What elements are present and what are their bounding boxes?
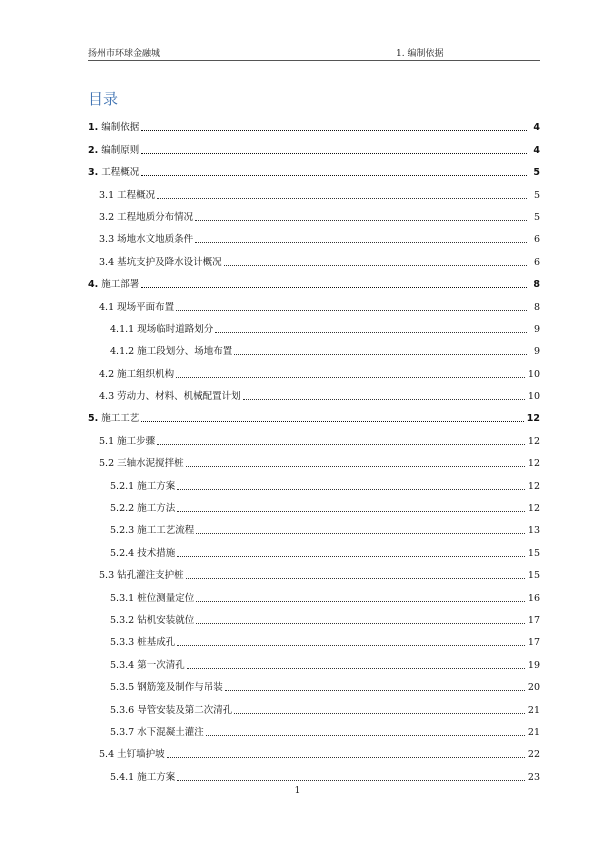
toc-entry-title: 桩位测量定位 <box>137 592 195 604</box>
toc-entry-page: 12 <box>527 503 540 515</box>
toc-entry-number: 4.1.2 <box>110 346 135 358</box>
toc-dot-leader <box>196 601 525 602</box>
toc-entry-page: 20 <box>527 682 540 694</box>
toc-dot-leader <box>195 242 527 243</box>
toc-entry-page: 8 <box>533 279 540 291</box>
toc-entry[interactable] <box>0 246 540 268</box>
toc-dot-leader <box>141 421 523 422</box>
toc-entry-title: 钻孔灌注支护桩 <box>117 570 184 582</box>
toc-entry-title: 桩基成孔 <box>137 637 176 649</box>
toc-entry-page: 4 <box>533 122 540 134</box>
toc-entry-page: 5 <box>533 211 540 223</box>
toc-entry-number: 5.2.4 <box>110 547 135 559</box>
toc-entry-page: 6 <box>533 234 540 246</box>
toc-entry-title: 导管安装及第二次清孔 <box>137 704 233 716</box>
toc-entry-label <box>110 615 195 627</box>
toc-entry-number: 3.3 <box>99 234 115 246</box>
toc-dot-leader <box>196 533 525 534</box>
table-of-contents <box>0 112 595 784</box>
toc-entry-number: 5.2 <box>99 458 115 470</box>
toc-entry-label <box>99 570 185 582</box>
toc-entry[interactable] <box>0 672 540 694</box>
toc-entry[interactable] <box>0 224 540 246</box>
toc-entry[interactable] <box>0 358 540 380</box>
toc-entry-number: 4.1.1 <box>110 323 135 335</box>
toc-entry-label <box>110 637 176 649</box>
toc-entry-label <box>110 660 186 672</box>
toc-entry-number: 5.3.3 <box>110 637 135 649</box>
toc-entry[interactable] <box>0 112 540 134</box>
toc-dot-leader <box>206 735 525 736</box>
toc-entry-number: 5.3.6 <box>110 704 135 716</box>
toc-dot-leader <box>215 332 527 333</box>
toc-entry-label <box>99 749 166 761</box>
toc-dot-leader <box>141 130 527 131</box>
toc-entry-page: 22 <box>527 749 540 761</box>
toc-entry-label <box>99 212 194 224</box>
toc-entry-number: 5.1 <box>99 435 115 447</box>
toc-entry[interactable] <box>0 694 540 716</box>
toc-entry-label <box>99 302 175 314</box>
toc-entry-title: 工程概况 <box>101 167 140 179</box>
toc-entry-number: 3.2 <box>99 211 115 223</box>
toc-entry[interactable] <box>0 515 540 537</box>
toc-dot-leader <box>187 668 525 669</box>
toc-dot-leader <box>186 466 525 467</box>
toc-entry-title: 施工方法 <box>137 503 176 515</box>
toc-dot-leader <box>177 556 525 557</box>
toc-entry-page: 16 <box>527 592 540 604</box>
toc-entry-number: 4. <box>88 279 99 291</box>
toc-entry-page: 23 <box>527 771 540 783</box>
toc-entry-number: 2. <box>88 144 99 156</box>
toc-entry-title: 施工工艺 <box>101 413 140 425</box>
toc-entry-number: 5.3.1 <box>110 592 135 604</box>
toc-entry[interactable] <box>0 381 540 403</box>
toc-entry-title: 三轴水泥搅拌桩 <box>117 458 184 470</box>
toc-entry[interactable] <box>0 493 540 515</box>
toc-entry-title: 现场临时道路划分 <box>137 323 214 335</box>
toc-entry-title: 施工步骤 <box>117 435 156 447</box>
toc-entry-title: 钻机安装就位 <box>137 614 195 626</box>
toc-entry-label <box>88 167 140 179</box>
toc-entry-title: 工程地质分布情况 <box>117 211 194 223</box>
toc-entry-label <box>110 548 176 560</box>
toc-entry-page: 5 <box>533 189 540 201</box>
toc-entry-label <box>99 234 194 246</box>
toc-entry-number: 5.3.4 <box>110 659 135 671</box>
toc-entry-title: 编制依据 <box>101 122 140 134</box>
toc-entry-title: 劳动力、材料、机械配置计划 <box>117 391 241 403</box>
toc-entry-title: 编制原则 <box>101 144 140 156</box>
toc-entry-number: 5.4.1 <box>110 771 135 783</box>
toc-entry-title: 施工组织机构 <box>117 368 175 380</box>
toc-entry-title: 技术措施 <box>137 547 176 559</box>
toc-dot-leader <box>157 444 525 445</box>
toc-entry[interactable] <box>0 202 540 224</box>
toc-entry-title: 现场平面布置 <box>117 301 175 313</box>
toc-entry-label <box>110 772 176 784</box>
toc-dot-leader <box>177 780 525 781</box>
toc-entry-page: 10 <box>527 391 540 403</box>
toc-entry-label <box>88 122 140 134</box>
toc-entry-title: 第一次清孔 <box>137 659 185 671</box>
toc-entry-page: 21 <box>527 704 540 716</box>
header-project-name: 扬州市环球金融城 <box>88 49 161 59</box>
toc-entry-number: 5. <box>88 413 99 425</box>
toc-entry-title: 施工方案 <box>137 771 176 783</box>
toc-dot-leader <box>157 198 527 199</box>
page-number: 1 <box>294 786 301 796</box>
toc-entry-page: 12 <box>527 435 540 447</box>
toc-entry-title: 土钉墙护坡 <box>117 749 165 761</box>
toc-entry-label <box>88 413 140 425</box>
toc-entry[interactable] <box>0 134 540 156</box>
toc-entry-number: 4.3 <box>99 391 115 403</box>
toc-entry[interactable] <box>0 269 540 291</box>
toc-entry-number: 3.1 <box>99 189 115 201</box>
toc-dot-leader <box>186 578 525 579</box>
toc-dot-leader <box>177 489 525 490</box>
toc-dot-leader <box>177 511 525 512</box>
toc-entry-number: 5.2.2 <box>110 503 135 515</box>
toc-entry-number: 5.3.7 <box>110 726 135 738</box>
toc-dot-leader <box>176 377 525 378</box>
toc-entry[interactable] <box>0 470 540 492</box>
toc-entry-title: 基坑支护及降水设计概况 <box>117 256 222 268</box>
toc-dot-leader <box>234 354 527 355</box>
toc-dot-leader <box>141 287 527 288</box>
toc-entry-page: 12 <box>527 458 540 470</box>
toc-entry[interactable] <box>0 537 540 559</box>
toc-entry-page: 9 <box>533 323 540 335</box>
toc-entry[interactable] <box>0 179 540 201</box>
toc-entry-number: 5.3 <box>99 570 115 582</box>
toc-title: 目录 <box>88 90 119 108</box>
toc-entry-page: 9 <box>533 346 540 358</box>
toc-entry[interactable] <box>0 649 540 671</box>
toc-dot-leader <box>196 623 525 624</box>
toc-entry-page: 17 <box>527 614 540 626</box>
page-header <box>88 40 540 61</box>
toc-entry-number: 5.3.5 <box>110 682 135 694</box>
toc-entry[interactable] <box>0 314 540 336</box>
toc-entry[interactable] <box>0 717 540 739</box>
toc-dot-leader <box>195 220 527 221</box>
toc-entry-page: 21 <box>527 726 540 738</box>
toc-entry-label <box>99 436 156 448</box>
toc-entry-page: 17 <box>527 637 540 649</box>
toc-dot-leader <box>243 399 525 400</box>
toc-entry[interactable] <box>0 425 540 447</box>
toc-entry-title: 施工部署 <box>101 279 140 291</box>
toc-entry-label <box>88 279 140 291</box>
toc-entry-number: 5.4 <box>99 749 115 761</box>
toc-dot-leader <box>177 645 525 646</box>
toc-entry-label <box>88 145 140 157</box>
toc-entry[interactable] <box>0 582 540 604</box>
toc-entry-page: 19 <box>527 659 540 671</box>
toc-entry-label <box>110 324 214 336</box>
toc-entry-number: 1. <box>88 122 99 134</box>
toc-entry-page: 8 <box>533 301 540 313</box>
toc-entry-number: 5.2.1 <box>110 480 135 492</box>
toc-entry-page: 5 <box>533 167 540 179</box>
toc-entry-title: 工程概况 <box>117 189 156 201</box>
toc-entry-page: 15 <box>527 547 540 559</box>
toc-dot-leader <box>167 757 525 758</box>
toc-entry-page: 15 <box>527 570 540 582</box>
toc-entry-label <box>99 369 175 381</box>
toc-entry[interactable] <box>0 157 540 179</box>
toc-dot-leader <box>176 310 527 311</box>
toc-entry-label <box>110 593 195 605</box>
toc-dot-leader <box>141 153 527 154</box>
toc-entry[interactable] <box>0 448 540 470</box>
toc-entry-label <box>99 257 223 269</box>
toc-entry-label <box>99 391 242 403</box>
toc-entry-page: 13 <box>527 525 540 537</box>
toc-entry-number: 5.3.2 <box>110 614 135 626</box>
toc-entry[interactable] <box>0 627 540 649</box>
toc-entry-label <box>110 682 224 694</box>
toc-entry-label <box>110 503 176 515</box>
toc-entry-title: 钢筋笼及制作与吊装 <box>137 682 223 694</box>
toc-entry-page: 10 <box>527 368 540 380</box>
toc-entry[interactable] <box>0 739 540 761</box>
toc-entry[interactable] <box>0 336 540 358</box>
toc-entry-number: 3. <box>88 167 99 179</box>
toc-entry[interactable] <box>0 605 540 627</box>
toc-dot-leader <box>224 265 527 266</box>
toc-entry-title: 场地水文地质条件 <box>117 234 194 246</box>
toc-entry-page: 6 <box>533 256 540 268</box>
toc-entry-label <box>99 190 156 202</box>
toc-entry-label <box>110 727 205 739</box>
toc-dot-leader <box>225 690 525 691</box>
toc-entry-page: 12 <box>527 480 540 492</box>
toc-entry-label <box>110 525 195 537</box>
toc-entry-number: 3.4 <box>99 256 115 268</box>
toc-entry[interactable] <box>0 560 540 582</box>
toc-entry[interactable] <box>0 761 540 783</box>
toc-entry-page: 4 <box>533 144 540 156</box>
toc-entry-number: 4.2 <box>99 368 115 380</box>
toc-entry-label <box>110 481 176 493</box>
toc-entry-title: 施工方案 <box>137 480 176 492</box>
toc-dot-leader <box>141 175 527 176</box>
toc-entry-number: 4.1 <box>99 301 115 313</box>
toc-entry-title: 施工工艺流程 <box>137 525 195 537</box>
toc-entry[interactable] <box>0 403 540 425</box>
toc-entry[interactable] <box>0 291 540 313</box>
toc-dot-leader <box>234 713 525 714</box>
toc-entry-number: 5.2.3 <box>110 525 135 537</box>
toc-entry-label <box>110 346 233 358</box>
header-section-title: 1. 编制依据 <box>396 49 444 59</box>
toc-entry-label <box>110 705 233 717</box>
toc-entry-title: 水下混凝土灌注 <box>137 726 204 738</box>
toc-entry-label <box>99 458 185 470</box>
toc-entry-title: 施工段划分、场地布置 <box>137 346 233 358</box>
toc-entry-page: 12 <box>526 413 540 425</box>
